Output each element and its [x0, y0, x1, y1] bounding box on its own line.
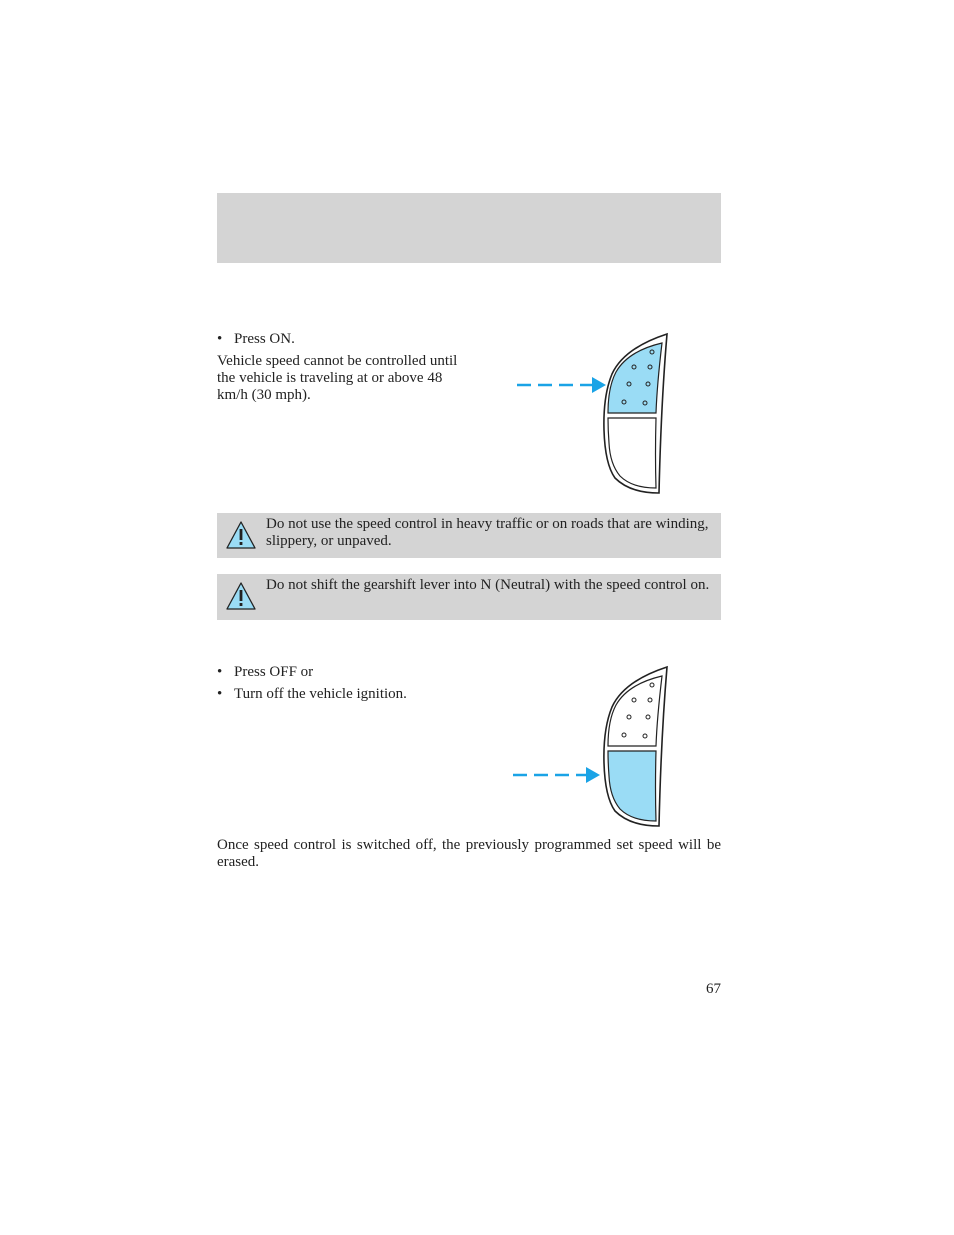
warning-box-traffic [217, 513, 721, 558]
speed-control-switch-icon [508, 663, 672, 831]
bullet-dot: • [217, 331, 223, 347]
bullet-text: Press OFF or [234, 664, 314, 680]
warning-box-neutral [217, 574, 721, 620]
closing-paragraph: Once speed control is switched off, the previously programmed set speed will be erased. [217, 837, 721, 870]
page-number: 67 [706, 981, 721, 997]
speed-paragraph: Vehicle speed cannot be controlled until the vehicle is traveling at or above 48 km/h (30 mph). [217, 353, 458, 403]
warning-triangle-icon [225, 581, 257, 611]
warning-triangle-icon [225, 520, 257, 550]
bullet-text: Press ON. [234, 331, 295, 347]
speed-control-switch-icon [512, 330, 672, 498]
bullet-text: Turn off the vehicle ignition. [234, 686, 407, 702]
bullet-press-on [217, 331, 295, 348]
bullet-turn-off-ignition [217, 686, 407, 703]
bullet-dot: • [217, 686, 223, 702]
header-band [217, 193, 721, 263]
bullet-press-off [217, 664, 313, 681]
speed-control-figure-off [508, 663, 672, 831]
warning-text: Do not use the speed control in heavy traffic or on roads that are winding, slippery, or unpaved. [266, 516, 709, 549]
warning-text: Do not shift the gearshift lever into N (Neutral) with the speed control on. [266, 577, 710, 593]
speed-control-figure-on [512, 330, 672, 498]
bullet-dot: • [217, 664, 223, 680]
